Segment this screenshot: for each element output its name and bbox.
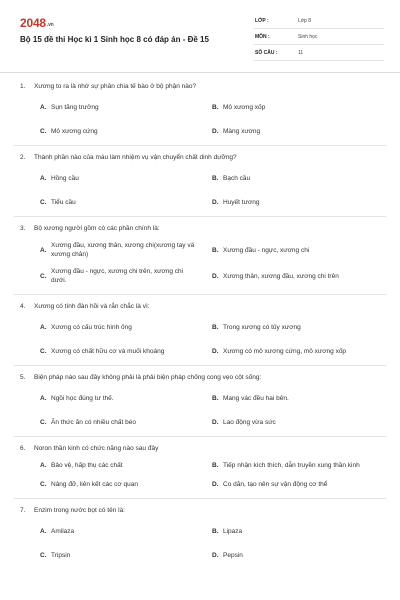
option-text: Co dãn, tạo nên sự vận động cơ thể (223, 481, 328, 488)
question-text: Thành phần nào của máu làm nhiệm vụ vận chuyển chất dinh dưỡng? (34, 154, 237, 161)
option-c[interactable] (40, 480, 212, 489)
option-letter: B. (212, 395, 219, 402)
option-b[interactable] (212, 394, 384, 403)
option-letter: D. (212, 481, 219, 488)
question-4 (20, 295, 385, 356)
option-a[interactable] (40, 241, 212, 259)
exam-meta (254, 14, 384, 62)
option-letter: D. (212, 199, 219, 206)
option-text: Lao động vừa sức (223, 419, 276, 426)
option-text: Sụn tăng trưởng (51, 104, 99, 111)
question-1 (20, 80, 385, 136)
option-letter: B. (212, 246, 219, 254)
option-letter: C. (40, 128, 47, 135)
option-text: Xương thân, xương đầu, xương chi trên (223, 272, 339, 280)
option-text: Hồng cầu (51, 175, 79, 182)
option-c[interactable] (40, 551, 212, 560)
option-c[interactable] (40, 127, 212, 136)
question-2 (20, 146, 385, 207)
site-logo[interactable] (20, 16, 54, 30)
question-number: 7. (20, 507, 26, 514)
question-5 (20, 366, 385, 427)
option-letter: C. (40, 348, 47, 355)
option-d[interactable] (212, 198, 384, 207)
option-d[interactable] (212, 267, 384, 285)
option-letter: B. (212, 462, 219, 469)
option-b[interactable] (212, 461, 384, 470)
option-text: Nâng đỡ, liên kết các cơ quan (51, 481, 138, 488)
option-text: Bạch cầu (223, 175, 251, 182)
meta-row-class (254, 14, 384, 29)
option-letter: A. (40, 246, 47, 254)
answer-options (40, 323, 385, 356)
question-stem (20, 444, 385, 453)
page-title: Bộ 15 đề thi Học kì 1 Sinh học 8 có đáp án - Đề 15 (20, 35, 209, 44)
option-text: Xương đầu - ngực, xương chi trên, xương chi dưới. (51, 268, 184, 284)
answer-options (40, 394, 385, 427)
question-list (20, 80, 385, 560)
option-text: Màng xương (223, 128, 261, 135)
option-text: Tiểu cầu (51, 199, 76, 206)
option-b[interactable] (212, 241, 384, 259)
option-b[interactable] (212, 527, 384, 536)
option-letter: D. (212, 552, 219, 559)
question-number: 3. (20, 225, 26, 232)
option-letter: B. (212, 104, 219, 111)
option-a[interactable] (40, 174, 212, 183)
option-text: Tiếp nhận kích thích, dẫn truyền xung thần kinh (223, 462, 360, 469)
question-stem (20, 506, 385, 515)
question-text: Xương có tính đàn hồi và rắn chắc là vì: (34, 303, 150, 310)
question-number: 5. (20, 374, 26, 381)
meta-value: 11 (298, 50, 304, 56)
option-letter: D. (212, 128, 219, 135)
option-text: Trong xương có tủy xương (223, 324, 301, 331)
meta-row-subject (254, 30, 384, 45)
question-6 (20, 437, 385, 489)
meta-label: LỚP : (255, 18, 269, 24)
option-d[interactable] (212, 347, 384, 356)
question-text: Xương to ra là nhờ sự phân chia tế bào ở bộ phận nào? (34, 83, 197, 90)
option-letter: C. (40, 481, 47, 488)
option-c[interactable] (40, 267, 212, 285)
question-number: 6. (20, 445, 26, 452)
option-a[interactable] (40, 461, 212, 470)
option-text: Lipaza (223, 528, 243, 535)
option-d[interactable] (212, 127, 384, 136)
option-text: Mang vác đều hai bên. (223, 395, 289, 402)
option-letter: A. (40, 175, 47, 182)
option-text: Amilaza (51, 528, 75, 535)
meta-label: SỐ CÂU : (255, 50, 278, 56)
option-text: Xương có mô xương cứng, mô xương xốp (223, 348, 347, 355)
option-c[interactable] (40, 418, 212, 427)
question-number: 2. (20, 154, 26, 161)
option-text: Huyết tương (223, 199, 260, 206)
option-letter: C. (40, 272, 47, 280)
option-d[interactable] (212, 551, 384, 560)
option-letter: A. (40, 104, 47, 111)
page-header (14, 14, 386, 66)
option-letter: B. (212, 528, 219, 535)
header-divider (0, 72, 400, 73)
option-text: Ăn thức ăn có nhiều chất béo (51, 419, 136, 426)
question-stem (20, 373, 385, 382)
option-letter: A. (40, 462, 47, 469)
option-text: Mô xương xốp (223, 104, 266, 111)
question-stem (20, 82, 385, 91)
option-b[interactable] (212, 103, 384, 112)
meta-value: Lớp 8 (298, 18, 312, 24)
answer-options (40, 241, 385, 285)
answer-options (40, 527, 385, 560)
option-a[interactable] (40, 103, 212, 112)
meta-label: MÔN : (255, 34, 270, 40)
option-letter: D. (212, 272, 219, 280)
meta-value: Sinh học (298, 34, 318, 40)
option-letter: A. (40, 395, 47, 402)
answer-options (40, 174, 385, 207)
option-text: Xương đầu, xương thân, xương chi(xương tay và xương chân) (51, 242, 195, 258)
option-letter: B. (212, 324, 219, 331)
answer-options (40, 461, 385, 489)
option-text: Tripsin (51, 552, 71, 559)
option-d[interactable] (212, 480, 384, 489)
question-text: Biện pháp nào sau đây không phải là phải biện pháp chống cong vẹo cột sống: (34, 374, 262, 381)
option-c[interactable] (40, 198, 212, 207)
option-text: Bảo vệ, hấp thụ các chất (51, 462, 123, 469)
option-letter: B. (212, 175, 219, 182)
option-letter: D. (212, 419, 219, 426)
answer-options (40, 103, 385, 136)
option-d[interactable] (212, 418, 384, 427)
logo-suffix: .vn (46, 22, 54, 28)
option-b[interactable] (212, 323, 384, 332)
question-text: Bộ xương người gồm có các phần chính là: (34, 225, 160, 232)
question-stem (20, 224, 385, 233)
option-text: Xương có chất hữu cơ và muối khoáng (51, 348, 165, 355)
option-a[interactable] (40, 323, 212, 332)
option-letter: C. (40, 419, 47, 426)
meta-row-count (254, 46, 384, 61)
option-a[interactable] (40, 394, 212, 403)
question-number: 4. (20, 303, 26, 310)
option-text: Mô xương cứng (51, 128, 98, 135)
option-text: Ngồi học đúng tư thế. (51, 395, 114, 402)
option-letter: D. (212, 348, 219, 355)
option-a[interactable] (40, 527, 212, 536)
option-letter: A. (40, 324, 47, 331)
question-number: 1. (20, 83, 26, 90)
logo-text: 2048 (20, 16, 46, 30)
question-text: Enzim trong nước bọt có tên là: (34, 507, 125, 514)
option-text: Xương có cấu trúc hình ống (51, 324, 132, 331)
question-stem (20, 302, 385, 311)
option-letter: C. (40, 199, 47, 206)
option-b[interactable] (212, 174, 384, 183)
question-stem (20, 153, 385, 162)
question-3 (20, 217, 385, 285)
option-letter: C. (40, 552, 47, 559)
option-text: Pepsin (223, 552, 243, 559)
option-c[interactable] (40, 347, 212, 356)
question-7 (20, 499, 385, 560)
option-text: Xương đầu - ngực, xương chi (223, 246, 310, 254)
question-text: Noron thần kinh có chức năng nào sau đây (34, 445, 159, 452)
option-letter: A. (40, 528, 47, 535)
